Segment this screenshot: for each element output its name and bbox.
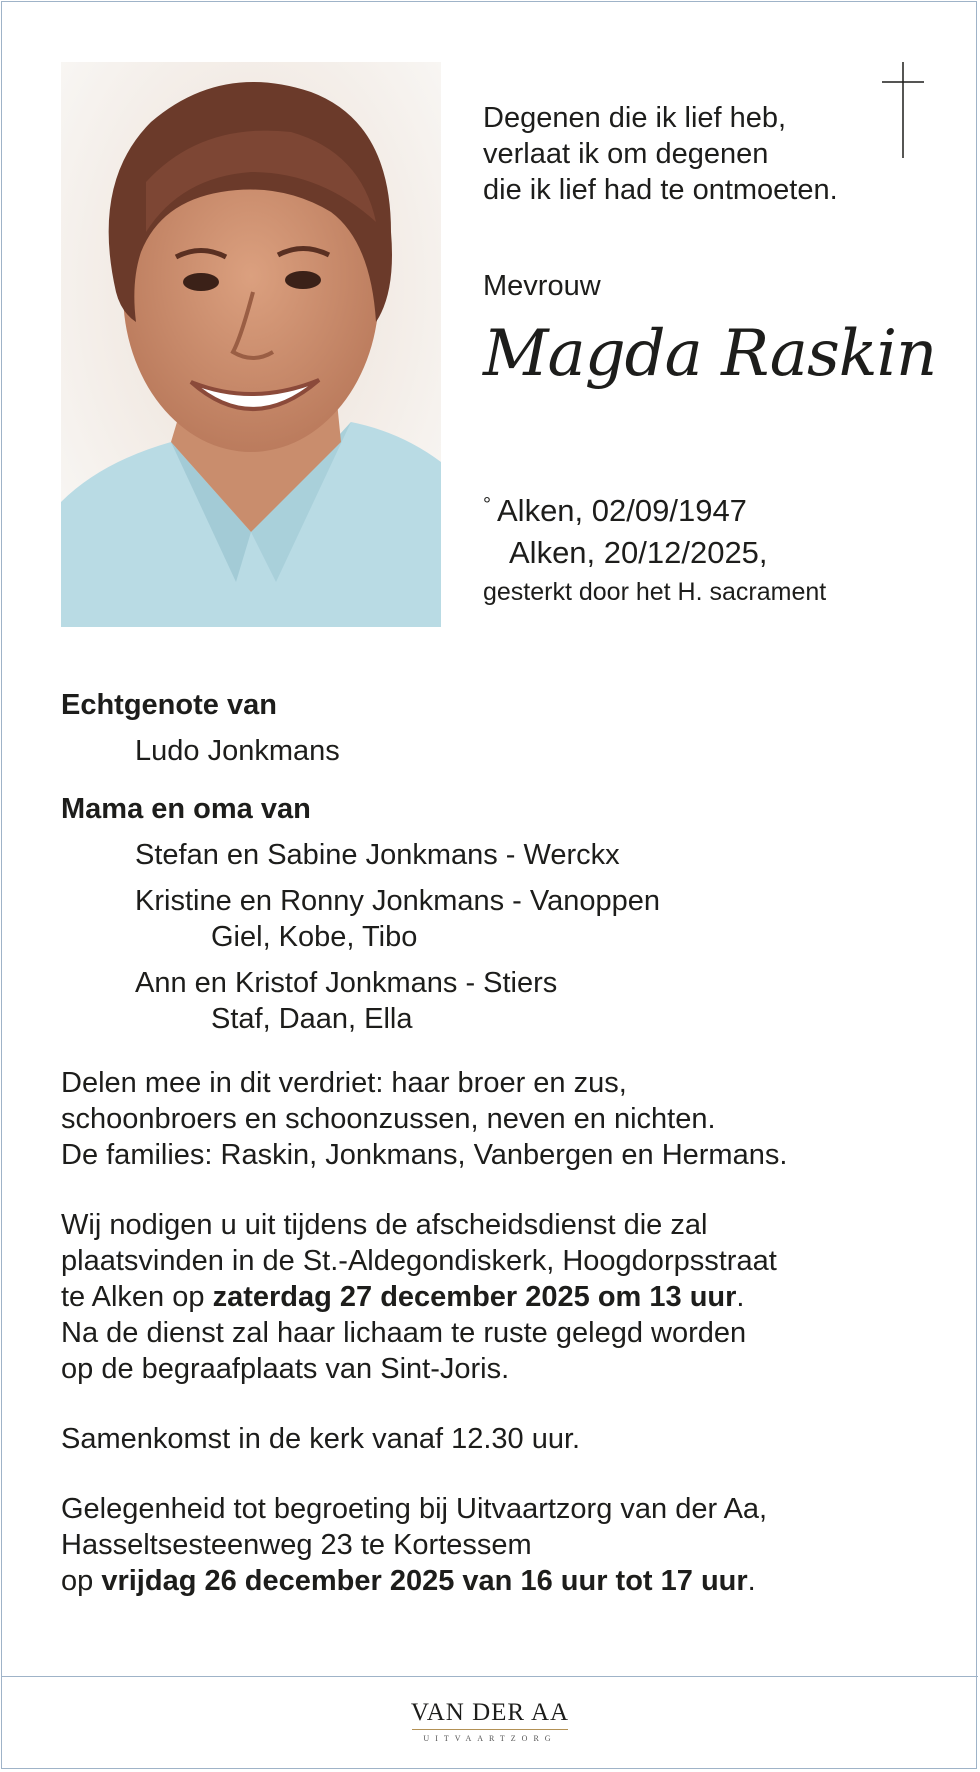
birth-symbol: °: [483, 494, 491, 516]
service-paragraph: [61, 1207, 941, 1387]
funeral-home-logo: [392, 1699, 588, 1743]
death-line: [483, 532, 826, 574]
poem: [483, 100, 903, 208]
service-line: plaatsvinden in de St.-Aldegondiskerk, Hoogdorpsstraat: [61, 1245, 777, 1277]
visitation-datetime: vrijdag 26 december 2025 van 16 uur tot 17 uur: [101, 1565, 748, 1597]
birth-line: [483, 484, 826, 532]
visitation-line: [61, 1563, 941, 1599]
portrait-photo: [61, 62, 441, 627]
grandchildren-line: Giel, Kobe, Tibo: [211, 921, 418, 953]
visitation-line: Hasseltsesteenweg 23 te Kortessem: [61, 1529, 532, 1561]
gathering-line: Samenkomst in de kerk vanaf 12.30 uur.: [61, 1423, 581, 1455]
dates: [483, 484, 826, 610]
child-line: Stefan en Sabine Jonkmans - Werckx: [135, 839, 620, 871]
poem-line: die ik lief had te ontmoeten.: [483, 174, 838, 206]
child-line: Kristine en Ronny Jonkmans - Vanoppen: [135, 885, 660, 917]
death-text: Alken, 20/12/2025,: [509, 535, 768, 570]
main-text: [61, 687, 941, 1599]
grandchildren-line: Staf, Daan, Ella: [211, 1003, 413, 1035]
visitation-line: Gelegenheid tot begroeting bij Uitvaartzorg van der Aa,: [61, 1493, 768, 1525]
service-text: .: [736, 1281, 745, 1313]
visitation-text: .: [747, 1565, 756, 1597]
poem-line: Degenen die ik lief heb,: [483, 102, 787, 134]
deceased-name: Magda Raskin: [483, 317, 937, 391]
honorific: Mevrouw: [483, 270, 601, 302]
service-line: op de begraafplaats van Sint-Joris.: [61, 1353, 510, 1385]
mourning-line: schoonbroers en schoonzussen, neven en nichten.: [61, 1103, 716, 1135]
mourning-line: De families: Raskin, Jonkmans, Vanbergen en Hermans.: [61, 1139, 788, 1171]
poem-line: verlaat ik om degenen: [483, 138, 769, 170]
funeral-card: [1, 1, 977, 1769]
spouse-name: Ludo Jonkmans: [135, 735, 340, 767]
service-line: [61, 1279, 941, 1315]
sacrament-line: gesterkt door het H. sacrament: [483, 578, 827, 606]
mourning-paragraph: [61, 1065, 941, 1173]
family-heading: Mama en oma van: [61, 793, 311, 825]
footer-divider: [2, 1676, 978, 1677]
mourning-line: Delen mee in dit verdriet: haar broer en zus,: [61, 1067, 627, 1099]
visitation-paragraph: [61, 1491, 941, 1599]
child-line: Ann en Kristof Jonkmans - Stiers: [135, 967, 558, 999]
service-line: Na de dienst zal haar lichaam te ruste gelegd worden: [61, 1317, 747, 1349]
logo-tagline: UITVAARTZORG: [423, 1734, 557, 1743]
service-datetime: zaterdag 27 december 2025 om 13 uur: [212, 1281, 737, 1313]
birth-text: Alken, 02/09/1947: [497, 493, 747, 528]
service-line: Wij nodigen u uit tijdens de afscheidsdienst die zal: [61, 1209, 708, 1241]
service-text: te Alken op: [61, 1281, 213, 1313]
spouse-heading: Echtgenote van: [61, 689, 277, 721]
logo-name: VAN DER AA: [410, 1699, 570, 1726]
visitation-text: op: [61, 1565, 102, 1597]
